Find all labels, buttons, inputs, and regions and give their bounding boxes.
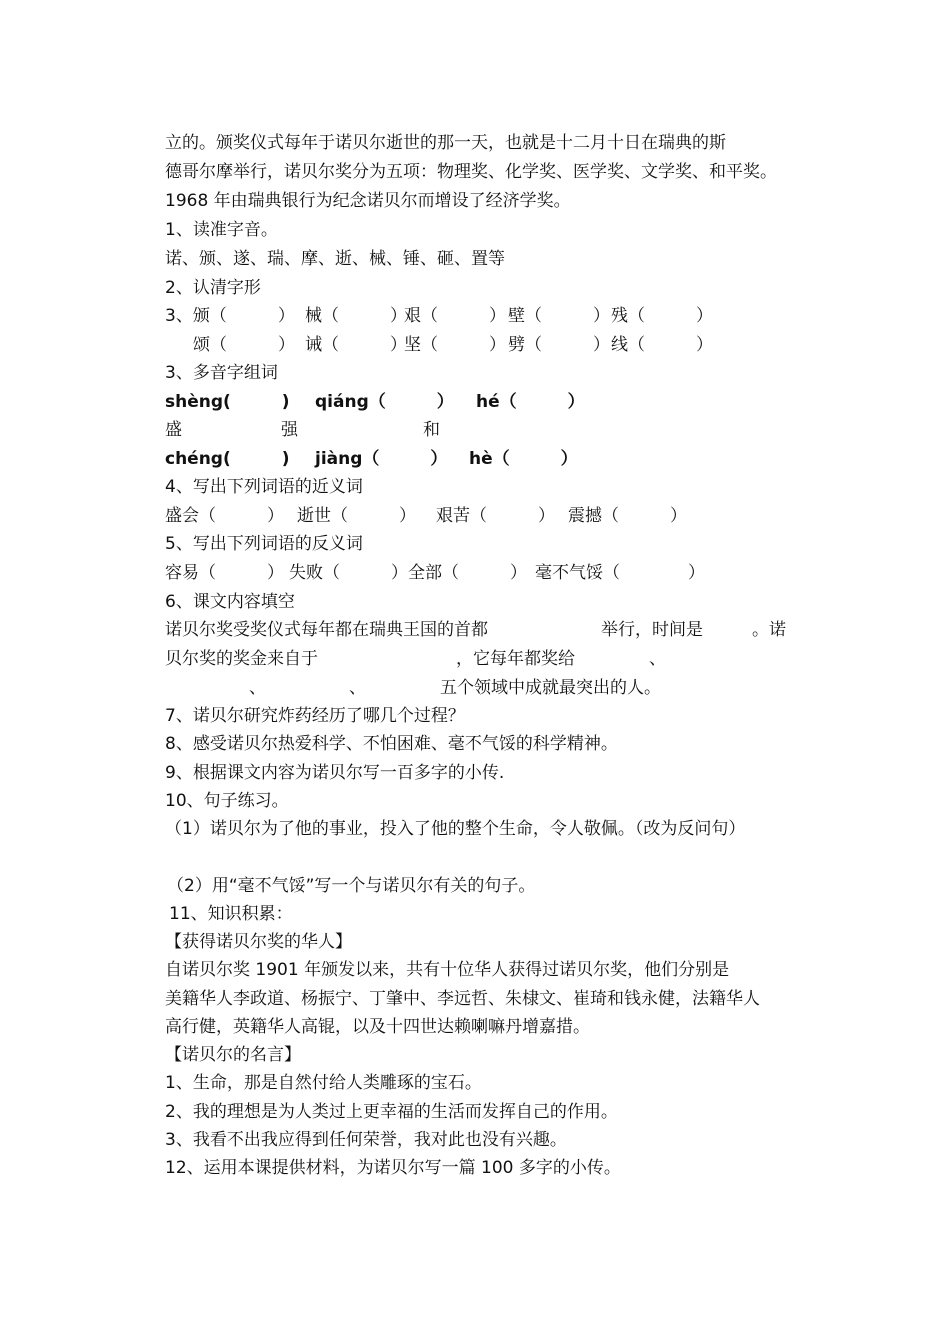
q3-char: 强 xyxy=(281,420,298,440)
q3-char: 和 xyxy=(423,420,440,440)
q10-title: 10、句子练习。 xyxy=(165,791,289,811)
intro-line-3: 1968 年由瑞典银行为纪念诺贝尔而增设了经济学奖。 xyxy=(165,191,571,211)
q12-text: 12、运用本课提供材料，为诺贝尔写一篇 100 多字的小传。 xyxy=(165,1158,621,1178)
q2-row2-item: 线（ ） xyxy=(611,335,713,355)
q11-quote-2: 2、我的理想是为人类过上更幸福的生活而发挥自己的作用。 xyxy=(165,1102,618,1122)
q3-pinyin: jiàng（ ） xyxy=(315,449,448,469)
q4-item: 艰苦（ ） xyxy=(436,506,555,526)
q6-text: 、 xyxy=(249,678,266,698)
q1-chars: 诺、颁、遂、瑞、摩、逝、械、锤、砸、置等 xyxy=(165,249,505,269)
q2-row1-item: 械（ ） xyxy=(305,306,407,326)
q6-text: 举行，时间是 xyxy=(601,620,703,640)
q11-para-line-3: 高行健，英籍华人高锟，以及十四世达赖喇嘛丹增嘉措。 xyxy=(165,1017,590,1037)
q2-row2-item: 颂（ ） xyxy=(193,335,295,355)
q2-row2-item: 诫（ ） xyxy=(305,335,407,355)
q3-title: 3、多音字组词 xyxy=(165,363,278,383)
q1-title: 1、读准字音。 xyxy=(165,220,278,240)
q5-item: 容易（ ） xyxy=(165,563,284,583)
q4-title: 4、写出下列词语的近义词 xyxy=(165,477,363,497)
q11-para-line-2: 美籍华人李政道、杨振宁、丁肇中、李远哲、朱棣文、崔琦和钱永健，法籍华人 xyxy=(165,989,760,1009)
q11-title: 11、知识积累： xyxy=(169,904,293,924)
q2-row1-item: 残（ ） xyxy=(611,306,713,326)
q8-text: 8、感受诺贝尔热爱科学、不怕困难、毫不气馁的科学精神。 xyxy=(165,734,618,754)
q2-row1-item: 3、颁（ ） xyxy=(165,306,295,326)
q6-text: 、 xyxy=(649,649,666,669)
intro-line-2: 德哥尔摩举行，诺贝尔奖分为五项：物理奖、化学奖、医学奖、文学奖、和平奖。 xyxy=(165,162,777,182)
q2-title: 2、认清字形 xyxy=(165,278,261,298)
q7-text: 7、诺贝尔研究炸药经历了哪几个过程？ xyxy=(165,706,465,726)
q3-pinyin: chéng( ) xyxy=(165,449,290,469)
q6-text: 诺贝尔奖受奖仪式每年都在瑞典王国的首都 xyxy=(165,620,488,640)
q2-row1-item: 艰（ ） xyxy=(404,306,506,326)
q5-item: 全部（ ） xyxy=(408,563,527,583)
q3-pinyin: hé（ ） xyxy=(476,392,585,412)
q2-row2-item: 坚（ ） xyxy=(404,335,506,355)
intro-line-1: 立的。颁奖仪式每年于诺贝尔逝世的那一天，也就是十二月十日在瑞典的斯 xyxy=(165,133,726,153)
q6-text: 五个领域中成就最突出的人。 xyxy=(440,678,661,698)
q3-pinyin: qiáng（ ） xyxy=(315,392,454,412)
q2-row2-item: 劈（ ） xyxy=(508,335,610,355)
q5-title: 5、写出下列词语的反义词 xyxy=(165,534,363,554)
q3-pinyin: hè（ ） xyxy=(469,449,578,469)
q11-heading-1: 【获得诺贝尔奖的华人】 xyxy=(165,932,352,952)
q6-text: 贝尔奖的奖金来自于 xyxy=(165,649,318,669)
q11-heading-2: 【诺贝尔的名言】 xyxy=(165,1045,301,1065)
q5-item: 失败（ ） xyxy=(289,563,408,583)
q6-text: ，它每年都奖给 xyxy=(456,649,575,669)
q6-text: 。诺 xyxy=(752,620,786,640)
q6-text: 、 xyxy=(349,678,366,698)
q4-item: 震撼（ ） xyxy=(568,506,687,526)
q2-row1-item: 壁（ ） xyxy=(508,306,610,326)
q11-quote-1: 1、生命，那是自然付给人类雕琢的宝石。 xyxy=(165,1073,482,1093)
q4-item: 盛会（ ） xyxy=(165,506,284,526)
q4-item: 逝世（ ） xyxy=(297,506,416,526)
q11-quote-3: 3、我看不出我应得到任何荣誉，我对此也没有兴趣。 xyxy=(165,1130,567,1150)
q9-text: 9、根据课文内容为诺贝尔写一百多字的小传. xyxy=(165,763,505,783)
q5-item: 毫不气馁（ ） xyxy=(535,563,705,583)
q6-title: 6、课文内容填空 xyxy=(165,592,295,612)
q10-sentence-2: （2）用“毫不气馁”写一个与诺贝尔有关的句子。 xyxy=(167,876,536,896)
q3-pinyin: shèng( ) xyxy=(165,392,290,412)
q10-sentence-1: （1）诺贝尔为了他的事业，投入了他的整个生命，令人敬佩。（改为反问句） xyxy=(165,819,746,839)
q3-char: 盛 xyxy=(165,420,182,440)
q11-para-line-1: 自诺贝尔奖 1901 年颁发以来，共有十位华人获得过诺贝尔奖，他们分别是 xyxy=(165,960,730,980)
